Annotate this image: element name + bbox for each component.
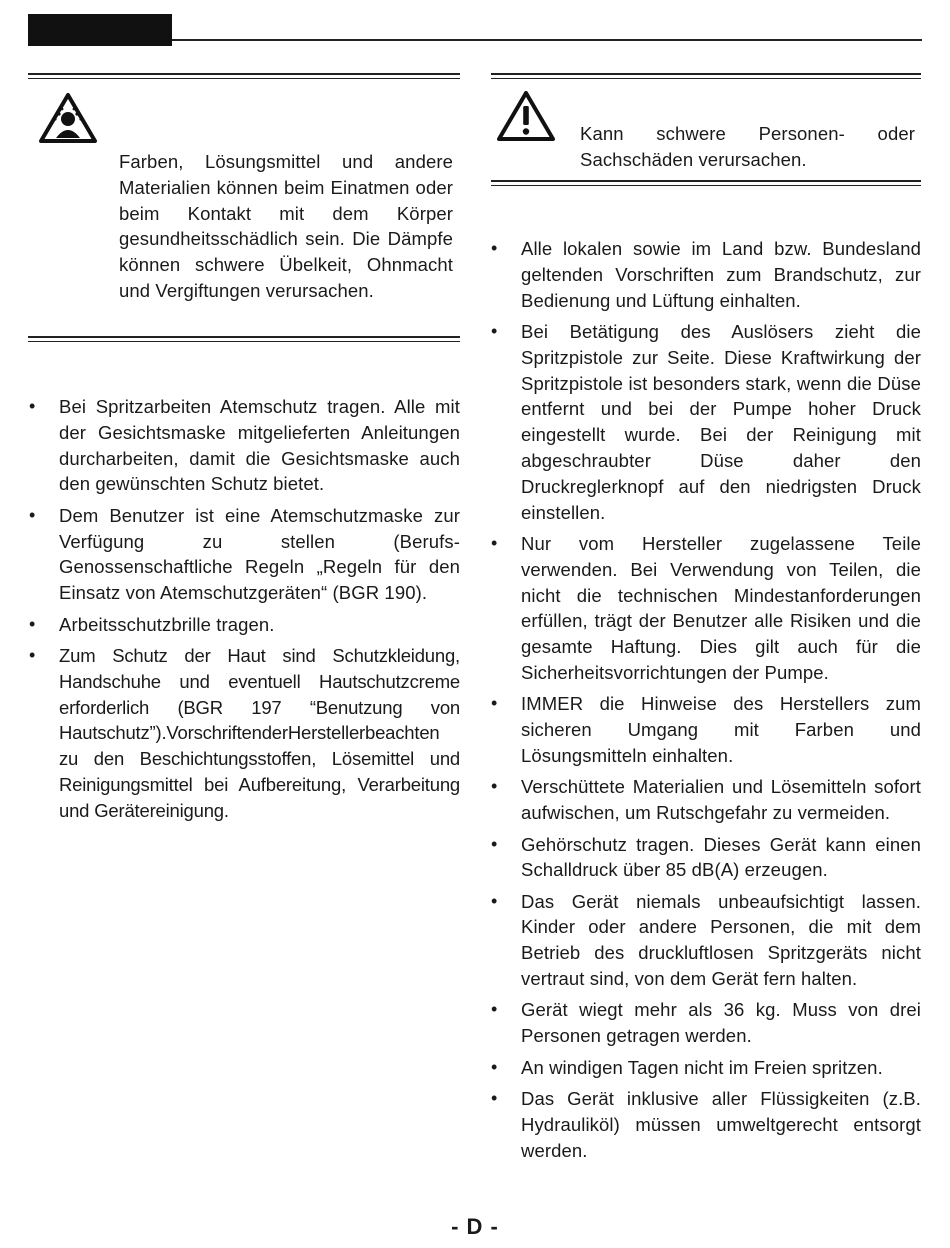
left-bullet-list [29, 394, 460, 829]
list-item: • Zum Schutz der Haut sind Schutzkleidung, Handschuhe und eventuell Hautschutzcreme erforderlich (BGR 197 “Benutzung von Hautschutz”).VorschriftenderHerstellerbeachten zu den Beschichtungsstoffen, Lösemittel und Reinigungsmittel bei Aufbereitung, Verarbeitung und Gerätereinigung. [29, 643, 460, 824]
left-warning-top-rule [28, 73, 460, 79]
list-item: • IMMER die Hinweise des Herstellers zum sicheren Umgang mit Farben und Lösungsmitteln einhalten. [491, 691, 921, 768]
page-number: - D - [451, 1214, 499, 1239]
header-rule [172, 39, 922, 41]
left-warning-bottom-rule [28, 336, 460, 342]
right-warning-top-rule [491, 73, 921, 79]
list-item: • An windigen Tagen nicht im Freien spritzen. [491, 1055, 921, 1081]
list-item: • Nur vom Hersteller zugelassene Teile verwenden. Bei Verwendung von Teilen, die nicht die technischen Mindestanforderungen erfüllen, trägt der Benutzer alle Risiken und die gesamte Haftung. Dies gilt auch für die Sicherheitsvorrichtungen der Pumpe. [491, 531, 921, 686]
inhalation-hazard-icon [38, 92, 98, 144]
list-item: • Bei Betätigung des Auslösers zieht die Spritzpistole zur Seite. Diese Kraftwirkung der Spritzpistole ist besonders stark, wenn die Düse entfernt und bei der Pumpe hoher Druck eingestellt wurde. Bei der Reinigung mit abgeschraubter Düse daher den Druckreglerknopf auf den niedrigsten Druck einstellen. [491, 319, 921, 525]
header-tab [28, 14, 172, 46]
right-bullet-list [491, 236, 921, 1169]
list-item: • Gehörschutz tragen. Dieses Gerät kann einen Schalldruck über 85 dB(A) erzeugen. [491, 832, 921, 884]
warning-triangle-icon [496, 90, 556, 142]
left-warning-text: Farben, Lösungsmittel und andere Materialien können beim Einatmen oder beim Kontakt mit dem Körper gesundheitsschädlich sein. Die Dämpfe können schwere Übelkeit, Ohnmacht und Vergiftungen verursachen. [119, 151, 453, 301]
list-item: • Das Gerät inklusive aller Flüssigkeiten (z.B. Hydrauliköl) müssen umweltgerecht entsorgt werden. [491, 1086, 921, 1163]
list-item: • Arbeitsschutzbrille tragen. [29, 612, 460, 638]
right-warning-bottom-rule [491, 180, 921, 186]
list-item: • Alle lokalen sowie im Land bzw. Bundesland geltenden Vorschriften zum Brandschutz, zur Bedienung und Lüftung einhalten. [491, 236, 921, 313]
list-item: • Dem Benutzer ist eine Atemschutzmaske zur Verfügung zu stellen (Berufs-Genossenschaftliche Regeln „Regeln für den Einsatz von Atemschutzgeräten“ (BGR 190). [29, 503, 460, 606]
list-item: • Verschüttete Materialien und Lösemitteln sofort aufwischen, um Rutschgefahr zu vermeiden. [491, 774, 921, 826]
list-item: • Gerät wiegt mehr als 36 kg. Muss von drei Personen getragen werden. [491, 997, 921, 1049]
list-item: • Bei Spritzarbeiten Atemschutz tragen. Alle mit der Gesichtsmaske mitgelieferten Anleitungen durcharbeiten, damit die Gesichtsmaske auch den gewünschten Schutz bietet. [29, 394, 460, 497]
right-warning-text: Kann schwere Personen- oder Sachschäden verursachen. [580, 123, 915, 170]
list-item: • Das Gerät niemals unbeaufsichtigt lassen. Kinder oder andere Personen, die mit dem Betrieb des druckluftlosen Spritzgeräts nicht vertraut sind, von dem Gerät fern halten. [491, 889, 921, 992]
